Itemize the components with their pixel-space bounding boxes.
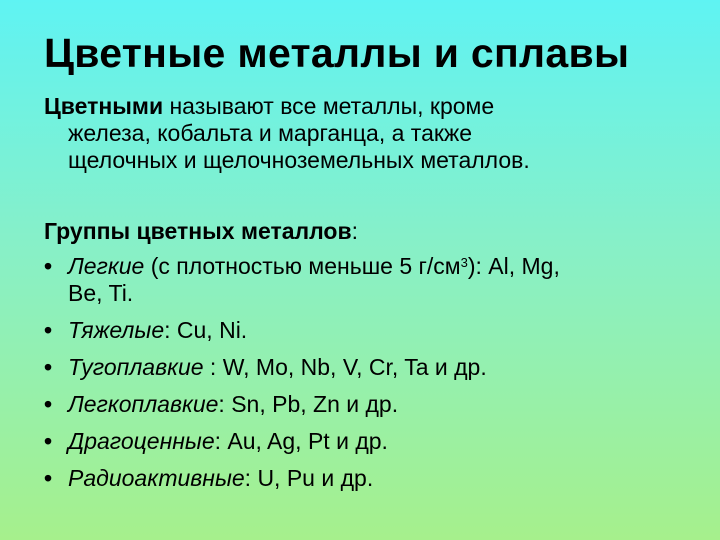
groups-heading-colon: : <box>351 218 359 244</box>
bullet: • <box>44 354 53 380</box>
group-name: Радиоактивные <box>68 465 245 491</box>
bullet: • <box>44 428 53 454</box>
list-item-radioactive <box>44 465 694 492</box>
bullet: • <box>44 317 53 343</box>
list-item-line <box>68 428 694 455</box>
group-text-line-2: Be, Ti. <box>68 280 134 306</box>
definition-line-1-text: называют все металлы, кроме <box>163 93 495 119</box>
list-item-line <box>68 465 694 492</box>
definition-paragraph <box>44 93 684 174</box>
definition-term: Цветными <box>44 93 164 119</box>
bullet: • <box>44 465 53 491</box>
list-item-refractory <box>44 354 694 381</box>
list-item-line <box>68 317 694 344</box>
groups-list <box>44 253 694 492</box>
definition-line-2: железа, кобальта и марганца, а также <box>68 120 473 146</box>
list-item-line <box>68 354 694 381</box>
list-item-light <box>44 253 694 307</box>
group-name: Драгоценные <box>68 428 215 454</box>
list-item-precious <box>44 428 694 455</box>
list-item-line <box>68 391 694 418</box>
group-text: : Au, Ag, Pt и др. <box>214 428 388 454</box>
bullet: • <box>44 253 53 279</box>
group-text: : U, Pu и др. <box>244 465 374 491</box>
superscript-3: 3 <box>460 255 468 270</box>
slide-title: Цветные металлы и сплавы <box>44 30 630 76</box>
group-text: (с плотностью меньше 5 г/см <box>144 253 461 279</box>
group-text: : W, Mo, Nb, V, Cr, Ta и др. <box>203 354 487 380</box>
group-text: : Sn, Pb, Zn и др. <box>218 391 399 417</box>
groups-heading-bold: Группы цветных металлов <box>44 218 352 244</box>
group-name: Тугоплавкие <box>68 354 204 380</box>
list-item-heavy <box>44 317 694 344</box>
group-text-after: ): Al, Mg, <box>467 253 560 279</box>
list-item-fusible <box>44 391 694 418</box>
definition-line-3: щелочных и щелочноземельных металлов. <box>68 147 530 173</box>
bullet: • <box>44 391 53 417</box>
group-name: Легкие <box>68 253 145 279</box>
definition-line-1 <box>44 93 684 120</box>
groups-heading <box>44 218 358 245</box>
group-name: Легкоплавкие <box>68 391 219 417</box>
list-item-line <box>68 253 694 280</box>
group-text: : Cu, Ni. <box>164 317 248 343</box>
group-name: Тяжелые <box>68 317 165 343</box>
